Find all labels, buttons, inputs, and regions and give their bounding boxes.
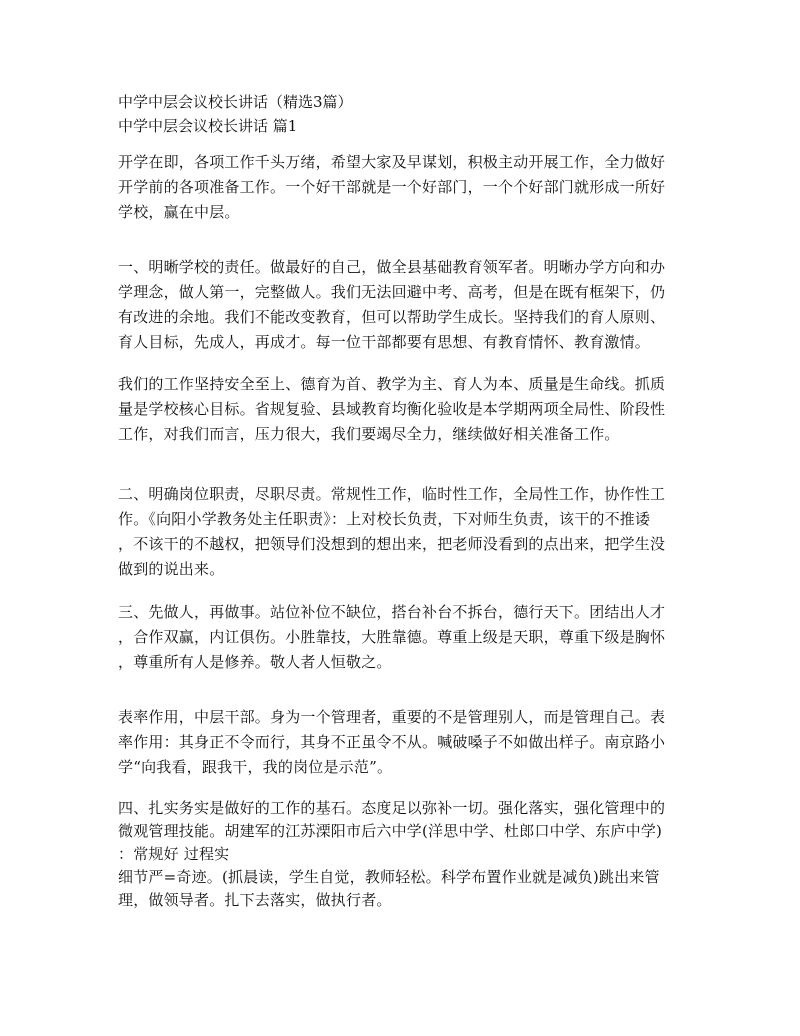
- paragraph-5: [118, 600, 698, 675]
- paragraph-line: 开学前的各项准备工作。一个好干部就是一个好部门，一个个好部门就形成一所好: [118, 178, 666, 196]
- paragraph-line: 做到的说出来。: [118, 560, 225, 578]
- paragraph-line: ，合作双赢，内讧俱伤。小胜靠技，大胜靠德。尊重上级是天职，尊重下级是胸怀: [118, 628, 666, 646]
- paragraph-line: 四、扎实务实是做好的工作的基石。态度足以弥补一切。强化落实，强化管理中的: [118, 799, 666, 817]
- paragraph-6: [118, 705, 698, 780]
- paragraph-line: 学校，赢在中层。: [118, 203, 240, 221]
- paragraph-line: 理，做领导者。扎下去落实，做执行者。: [118, 891, 392, 909]
- paragraph-1: [118, 150, 698, 225]
- paragraph-line: ，不该干的不越权，把领导们没想到的想出来，把老师没看到的点出来，把学生没: [118, 535, 666, 553]
- paragraph-3: [118, 372, 698, 447]
- paragraph-line: 学理念，做人第一，完整做人。我们无法回避中考、高考，但是在既有框架下，仍: [118, 283, 666, 301]
- paragraph-line: 工作，对我们而言，压力很大，我们要竭尽全力，继续做好相关准备工作。: [118, 425, 620, 443]
- paragraph-line: 率作用：其身正不令而行，其身不正虽令不从。喊破嗓子不如做出样子。南京路小: [118, 733, 666, 751]
- paragraph-line: 微观管理技能。胡建军的江苏溧阳市后六中学(洋思中学、杜郎口中学、东庐中学): [118, 822, 663, 840]
- paragraph-line: 三、先做人，再做事。站位补位不缺位，搭台补台不拆台，德行天下。团结出人才: [118, 603, 666, 621]
- paragraph-line: ，尊重所有人是修养。敬人者人恒敬之。: [118, 653, 392, 671]
- paragraph-7: [118, 797, 698, 912]
- paragraph-line: 一、明晰学校的责任。做最好的自己，做全县基础教育领军者。明晰办学方向和办: [118, 258, 666, 276]
- paragraph-line: 有改进的余地。我们不能改变教育，但可以帮助学生成长。坚持我们的育人原则、: [118, 308, 666, 326]
- paragraph-2: [118, 255, 698, 355]
- paragraph-line: 育人目标，先成人，再成才。每一位干部都要有思想、有教育情怀、教育激情。: [118, 333, 651, 351]
- paragraph-line: 表率作用，中层干部。身为一个管理者，重要的不是管理别人，而是管理自己。表: [118, 708, 666, 726]
- paragraph-line: 开学在即，各项工作千头万绪，希望大家及早谋划，积极主动开展工作，全力做好: [118, 153, 666, 171]
- paragraph-line: 我们的工作坚持安全至上、德育为首、教学为主、育人为本、质量是生命线。抓质: [118, 375, 666, 393]
- paragraph-line: 细节严=奇迹。(抓晨读，学生自觉，教师轻松。科学布置作业就是减负)跳出来管: [118, 868, 660, 886]
- paragraph-line: 量是学校核心目标。省规复验、县域教育均衡化验收是本学期两项全局性、阶段性: [118, 400, 666, 418]
- document-title: 中学中层会议校长讲话（精选3篇）: [118, 93, 353, 111]
- paragraph-line: 作。《向阳小学教务处主任职责》：上对校长负责，下对师生负责，该干的不推诿: [118, 510, 651, 528]
- paragraph-line: 二、明确岗位职责，尽职尽责。常规性工作，临时性工作，全局性工作，协作性工: [118, 485, 666, 503]
- document-subtitle: 中学中层会议校长讲话 篇1: [118, 117, 298, 135]
- paragraph-line: 学“向我看，跟我干，我的岗位是示范”。: [118, 758, 393, 776]
- paragraph-4: [118, 482, 698, 582]
- paragraph-line: ：常规好 过程实: [118, 845, 230, 863]
